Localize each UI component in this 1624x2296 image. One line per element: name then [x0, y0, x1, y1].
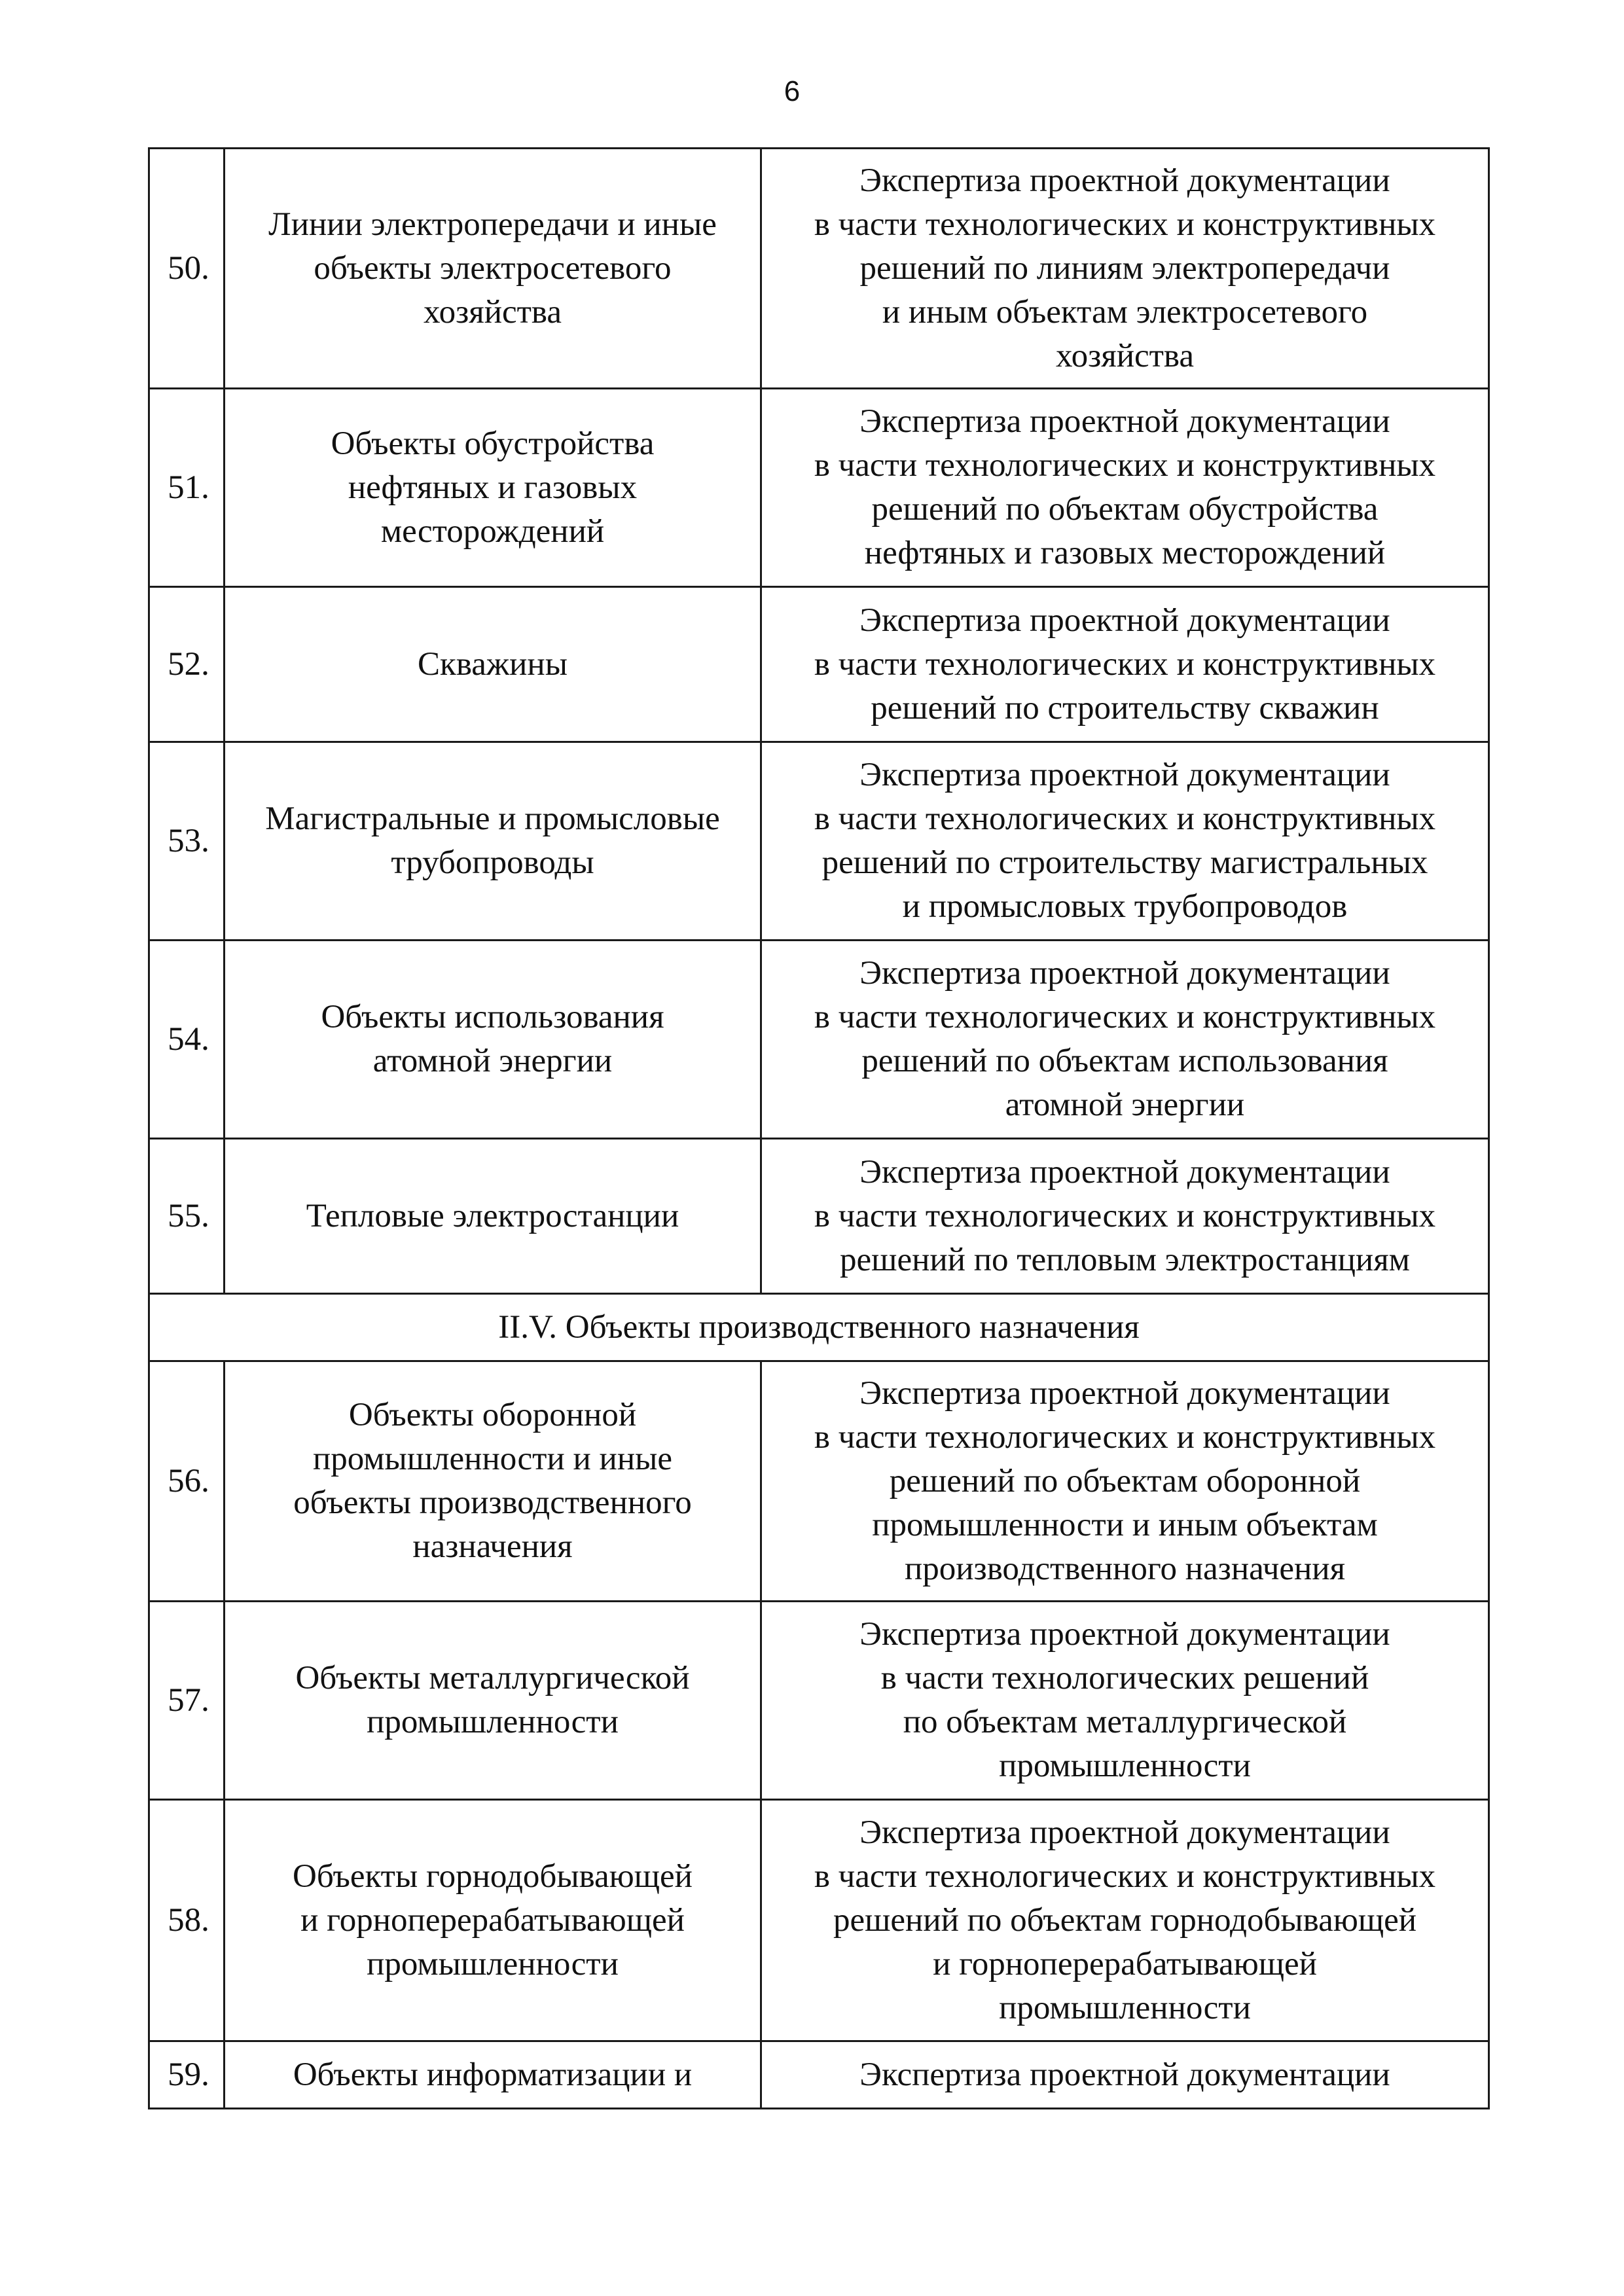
object-line: назначения: [412, 1528, 573, 1565]
object-line: Скважины: [418, 645, 568, 683]
expertise-line: в части технологических и конструктивных: [814, 206, 1436, 243]
row-number: 57.: [149, 1602, 225, 1800]
expertise-cell: [761, 1139, 1489, 1294]
object-line: объекты электросетевого: [314, 249, 672, 287]
expertise-line: решений по линиям электропередачи: [859, 249, 1390, 287]
object-line: промышленности: [367, 1704, 619, 1740]
table-row: [149, 1602, 1489, 1800]
object-line: Магистральные и промысловые: [265, 800, 720, 837]
object-line: Объекты металлургической: [295, 1660, 690, 1696]
object-line: Объекты использования: [321, 999, 664, 1035]
expertise-line: Экспертиза проектной документации: [859, 757, 1390, 793]
row-number: 52.: [149, 587, 225, 742]
object-cell: [225, 742, 761, 941]
expertise-line: Экспертиза проектной документации: [859, 162, 1390, 199]
object-cell: [225, 941, 761, 1139]
object-cell: [225, 1602, 761, 1800]
expertise-line: решений по объектам оборонной: [889, 1462, 1361, 1499]
table-row: [149, 742, 1489, 941]
table-row: [149, 1361, 1489, 1602]
expertise-line: в части технологических и конструктивных: [814, 645, 1436, 683]
row-number: 50.: [149, 149, 225, 389]
expertise-line: по объектам металлургической: [903, 1704, 1347, 1740]
object-line: объекты производственного: [293, 1484, 692, 1521]
object-line: Объекты информатизации и: [293, 2056, 693, 2093]
object-line: Объекты горнодобывающей: [293, 1857, 693, 1895]
object-line: месторождений: [380, 512, 605, 550]
object-cell: [225, 2041, 761, 2109]
expertise-line: промышленности: [999, 1748, 1251, 1784]
expertise-line: в части технологических и конструктивных: [814, 447, 1436, 484]
object-cell: [225, 389, 761, 587]
expertise-line: решений по тепловым электростанциям: [840, 1241, 1410, 1278]
expertise-line: нефтяных и газовых месторождений: [864, 535, 1386, 571]
object-line: Линии электропередачи и иные: [268, 206, 717, 243]
expertise-line: в части технологических и конструктивных: [814, 800, 1436, 837]
expertise-line: и иным объектам электросетевого: [882, 293, 1368, 331]
expertise-line: решений по объектам горнодобывающей: [833, 1901, 1417, 1939]
expertise-line: производственного назначения: [904, 1550, 1346, 1587]
expertise-cell: [761, 1361, 1489, 1602]
expertise-line: промышленности: [999, 1989, 1251, 2026]
table-row: [149, 1800, 1489, 2041]
expertise-line: промышленности и иным объектам: [872, 1506, 1378, 1543]
expertise-cell: [761, 389, 1489, 587]
object-line: хозяйства: [424, 293, 562, 331]
expertise-line: Экспертиза проектной документации: [859, 601, 1390, 639]
expertise-line: Экспертиза проектной документации: [859, 1153, 1390, 1191]
object-line: нефтяных и газовых: [348, 469, 638, 506]
expertise-line: решений по строительству магистральных: [821, 844, 1428, 881]
expertise-line: Экспертиза проектной документации: [859, 1814, 1390, 1851]
table-row: [149, 2041, 1489, 2109]
object-line: Тепловые электростанции: [306, 1197, 679, 1234]
object-cell: [225, 1800, 761, 2041]
row-number: 54.: [149, 941, 225, 1139]
row-number: 51.: [149, 389, 225, 587]
expertise-line: и горноперерабатывающей: [933, 1945, 1317, 1982]
table-row: [149, 1139, 1489, 1294]
expertise-line: Экспертиза проектной документации: [859, 2056, 1390, 2093]
expertise-line: в части технологических и конструктивных: [814, 1197, 1436, 1234]
table-row: [149, 389, 1489, 587]
object-line: Объекты оборонной: [348, 1397, 637, 1433]
object-line: Объекты обустройства: [331, 425, 655, 462]
expertise-line: Экспертиза проектной документации: [859, 1616, 1390, 1653]
expertise-cell: [761, 1602, 1489, 1800]
expertise-line: и промысловых трубопроводов: [902, 888, 1348, 925]
row-number: 53.: [149, 742, 225, 941]
page-number: 6: [784, 75, 801, 107]
section-title: II.V. Объекты производственного назначения: [149, 1294, 1489, 1361]
expertise-line: в части технологических и конструктивных: [814, 999, 1436, 1035]
expertise-line: в части технологических и конструктивных: [814, 1418, 1436, 1456]
row-number: 56.: [149, 1361, 225, 1602]
expertise-cell: [761, 941, 1489, 1139]
row-number: 55.: [149, 1139, 225, 1294]
object-line: и горноперерабатывающей: [300, 1901, 685, 1939]
object-line: промышленности и иные: [312, 1441, 673, 1477]
expertise-line: в части технологических решений: [880, 1660, 1369, 1696]
expertise-line: хозяйства: [1056, 337, 1194, 374]
expertise-cell: [761, 2041, 1489, 2109]
object-cell: [225, 1139, 761, 1294]
object-line: промышленности: [367, 1945, 619, 1982]
object-cell: [225, 149, 761, 389]
expertise-line: атомной энергии: [1005, 1086, 1245, 1123]
expertise-line: решений по строительству скважин: [871, 689, 1379, 726]
expertise-table: [148, 147, 1490, 2109]
row-number: 58.: [149, 1800, 225, 2041]
expertise-cell: [761, 587, 1489, 742]
object-line: трубопроводы: [391, 844, 594, 881]
expertise-cell: [761, 1800, 1489, 2041]
row-number: 59.: [149, 2041, 225, 2109]
expertise-line: Экспертиза проектной документации: [859, 1374, 1390, 1412]
expertise-line: решений по объектам обустройства: [871, 491, 1379, 528]
expertise-line: в части технологических и конструктивных: [814, 1857, 1436, 1895]
object-cell: [225, 1361, 761, 1602]
table-row: [149, 941, 1489, 1139]
expertise-line: решений по объектам использования: [861, 1043, 1388, 1079]
object-cell: [225, 587, 761, 742]
expertise-line: Экспертиза проектной документации: [859, 955, 1390, 992]
table-row: [149, 149, 1489, 389]
expertise-cell: [761, 149, 1489, 389]
section-row: [149, 1294, 1489, 1361]
expertise-line: Экспертиза проектной документации: [859, 403, 1390, 440]
table-row: [149, 587, 1489, 742]
object-line: атомной энергии: [372, 1043, 613, 1079]
expertise-cell: [761, 742, 1489, 941]
